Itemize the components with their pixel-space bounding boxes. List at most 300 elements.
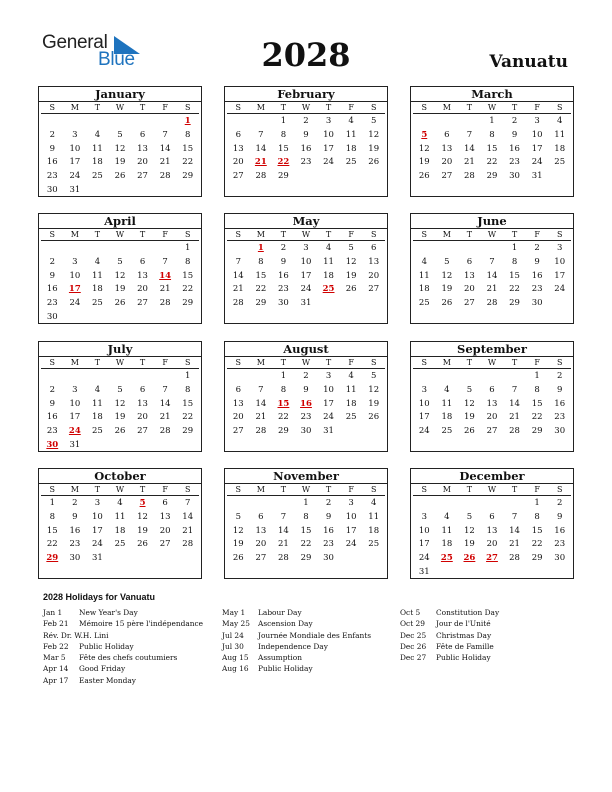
weekday-header: T <box>503 484 526 496</box>
day-cell: 19 <box>137 525 148 536</box>
day-cell: 13 <box>486 398 498 409</box>
day-cell: 12 <box>114 143 126 154</box>
day-cell <box>458 566 481 580</box>
day-cell: 20 <box>464 284 475 295</box>
day-cell: 20 <box>486 539 498 550</box>
holiday-day-cell: 25 <box>440 553 453 564</box>
day-cell: 15 <box>300 525 312 536</box>
day-cell: 31 <box>69 439 81 450</box>
weekday-header: S <box>227 102 250 114</box>
day-cell: 22 <box>182 412 194 423</box>
day-cell: 2 <box>303 116 309 126</box>
day-cell <box>458 115 481 129</box>
day-cell: 22 <box>300 539 312 550</box>
weekday-header: T <box>131 357 154 369</box>
day-cell <box>250 370 273 384</box>
day-cell <box>109 370 132 384</box>
day-cell: 31 <box>418 566 430 577</box>
day-cell: 20 <box>255 539 267 550</box>
weekday-header: S <box>548 357 571 369</box>
day-cell: 26 <box>345 284 357 295</box>
weekday-header: W <box>295 484 318 496</box>
day-cell <box>436 115 459 129</box>
day-cell: 13 <box>232 143 244 154</box>
day-cell: 27 <box>368 284 380 295</box>
day-cell <box>131 242 154 256</box>
day-cell: 17 <box>300 270 312 281</box>
day-cell: 9 <box>49 398 55 409</box>
day-cell: 17 <box>323 143 334 154</box>
weekday-header: S <box>362 229 385 241</box>
day-cell: 8 <box>489 129 495 140</box>
day-cell: 25 <box>92 426 103 437</box>
holiday-date: Jul 24 <box>222 630 244 640</box>
weekday-header: S <box>176 484 199 496</box>
day-cell: 11 <box>92 270 103 281</box>
holiday-day-cell: 27 <box>486 553 498 564</box>
day-cell: 27 <box>255 553 267 564</box>
weekday-header: M <box>64 102 87 114</box>
weekday-header: S <box>176 357 199 369</box>
month-title: May <box>225 214 387 229</box>
holiday-day-cell: 15 <box>277 398 290 409</box>
holiday-day-cell: 22 <box>277 157 290 168</box>
day-cell <box>362 552 385 566</box>
day-cell: 27 <box>441 171 453 182</box>
holiday-name: Fête de Famille <box>436 641 494 651</box>
day-cell <box>109 242 132 256</box>
day-cell: 2 <box>511 116 518 126</box>
day-cell <box>458 242 481 256</box>
day-cell: 11 <box>554 129 566 140</box>
month-title: August <box>225 342 387 357</box>
weekday-header: M <box>250 229 273 241</box>
holiday-day-cell: 17 <box>68 284 81 295</box>
holiday-day-cell: 16 <box>300 398 312 409</box>
day-grid <box>411 229 573 311</box>
day-cell: 6 <box>444 129 450 140</box>
day-cell <box>340 297 363 311</box>
day-cell <box>481 497 504 511</box>
day-cell: 17 <box>92 525 103 536</box>
day-cell: 10 <box>69 270 81 281</box>
day-cell: 16 <box>300 143 312 154</box>
day-cell: 4 <box>444 384 450 395</box>
day-cell: 4 <box>117 498 123 508</box>
holiday-day-cell: 5 <box>421 129 428 140</box>
day-cell: 16 <box>46 412 58 423</box>
day-cell: 1 <box>534 498 540 508</box>
weekday-header: W <box>481 102 504 114</box>
month-september <box>410 341 574 452</box>
day-cell: 7 <box>466 129 473 140</box>
day-cell: 29 <box>531 553 543 564</box>
holiday-column <box>43 607 203 686</box>
day-cell: 12 <box>464 525 475 536</box>
day-cell: 28 <box>278 553 289 564</box>
day-cell: 12 <box>464 398 475 409</box>
holiday-date: Mar 5 <box>43 653 66 663</box>
day-cell: 26 <box>114 298 126 309</box>
day-cell: 28 <box>255 426 267 437</box>
day-cell: 20 <box>137 412 148 423</box>
day-cell: 11 <box>441 398 453 409</box>
day-cell: 19 <box>114 157 126 168</box>
day-cell: 20 <box>368 270 380 281</box>
weekday-header: T <box>272 229 295 241</box>
holiday-name: Public Holiday <box>79 641 134 651</box>
day-cell: 2 <box>49 384 55 395</box>
holiday-entry <box>222 618 371 629</box>
holiday-date: Jul 30 <box>222 641 244 651</box>
weekday-header: W <box>295 229 318 241</box>
day-cell: 30 <box>300 426 312 437</box>
day-cell: 3 <box>325 116 332 126</box>
day-cell: 3 <box>556 243 563 253</box>
day-cell: 9 <box>280 256 287 267</box>
day-cell: 27 <box>159 539 171 550</box>
weekday-header: S <box>41 484 64 496</box>
day-grid <box>39 102 201 198</box>
day-cell: 23 <box>278 284 289 295</box>
day-cell: 4 <box>325 243 332 253</box>
day-cell: 11 <box>345 129 357 140</box>
day-cell <box>413 242 436 256</box>
day-cell: 19 <box>464 539 475 550</box>
day-cell: 3 <box>421 384 427 395</box>
day-cell: 26 <box>114 426 126 437</box>
day-cell: 14 <box>182 511 194 522</box>
weekday-header: S <box>362 484 385 496</box>
day-cell: 28 <box>255 171 267 182</box>
day-cell: 14 <box>159 398 171 409</box>
weekday-header: W <box>109 484 132 496</box>
weekday-header: M <box>436 357 459 369</box>
day-cell: 13 <box>255 525 267 536</box>
day-cell <box>154 311 177 325</box>
holiday-day-cell: 25 <box>322 284 335 295</box>
day-cell <box>272 497 295 511</box>
holiday-name: New Year's Day <box>79 608 138 617</box>
day-cell: 26 <box>368 157 380 168</box>
month-january <box>38 86 202 197</box>
day-cell: 11 <box>323 256 334 267</box>
day-cell: 24 <box>345 539 357 550</box>
day-cell: 17 <box>323 398 334 409</box>
day-cell: 6 <box>139 384 146 395</box>
day-cell: 7 <box>184 498 191 508</box>
day-cell <box>250 115 273 129</box>
holiday-date: Apr 17 <box>43 675 69 685</box>
weekday-header: M <box>64 484 87 496</box>
day-cell: 7 <box>511 384 518 395</box>
month-may <box>224 213 388 324</box>
holiday-entry <box>43 618 203 629</box>
holiday-entry <box>222 663 371 674</box>
day-cell <box>41 370 64 384</box>
day-cell: 22 <box>46 539 58 550</box>
weekday-header: M <box>436 484 459 496</box>
day-cell <box>340 552 363 566</box>
holiday-date: Aug 15 <box>222 653 249 663</box>
day-cell <box>154 115 177 129</box>
day-cell: 22 <box>486 157 498 168</box>
day-cell: 3 <box>348 498 354 508</box>
day-cell: 12 <box>232 525 244 536</box>
day-cell <box>436 242 459 256</box>
day-cell <box>154 184 177 198</box>
day-cell: 5 <box>466 511 473 522</box>
day-cell: 9 <box>303 384 309 395</box>
country-title: Vanuatu <box>489 52 568 72</box>
day-cell <box>64 311 87 325</box>
day-cell: 2 <box>556 371 563 381</box>
weekday-header: S <box>548 102 571 114</box>
day-cell <box>86 242 109 256</box>
day-cell: 12 <box>418 143 430 154</box>
day-cell: 12 <box>345 256 357 267</box>
holiday-date: Dec 25 <box>400 630 427 640</box>
day-cell <box>176 439 199 453</box>
day-cell: 16 <box>46 284 58 295</box>
day-cell: 18 <box>92 412 103 423</box>
day-cell: 5 <box>117 129 123 140</box>
weekday-header: T <box>86 484 109 496</box>
weekday-header: S <box>413 357 436 369</box>
weekday-header: W <box>481 357 504 369</box>
day-cell: 11 <box>368 511 380 522</box>
day-cell: 20 <box>232 412 244 423</box>
day-cell: 23 <box>300 412 312 423</box>
day-cell: 28 <box>509 553 520 564</box>
day-cell: 12 <box>441 270 453 281</box>
day-cell: 11 <box>92 143 103 154</box>
day-cell: 7 <box>162 384 168 395</box>
day-cell: 29 <box>182 426 194 437</box>
day-cell: 8 <box>303 511 309 522</box>
day-cell: 1 <box>534 371 540 381</box>
weekday-header: S <box>413 102 436 114</box>
day-cell: 1 <box>280 371 287 381</box>
day-cell: 28 <box>159 171 171 182</box>
day-cell: 2 <box>72 498 78 508</box>
holiday-name: Labour Day <box>258 608 302 617</box>
weekday-header: T <box>503 102 526 114</box>
day-cell: 14 <box>278 525 289 536</box>
day-cell: 10 <box>69 143 81 154</box>
day-cell: 29 <box>182 171 194 182</box>
holiday-entry <box>222 630 371 641</box>
weekday-header: S <box>41 229 64 241</box>
day-cell: 6 <box>258 511 264 522</box>
holiday-entry <box>222 641 371 652</box>
day-cell: 29 <box>509 298 520 309</box>
day-cell: 12 <box>114 398 126 409</box>
day-cell: 7 <box>489 256 495 267</box>
day-cell: 24 <box>92 539 103 550</box>
day-cell <box>41 242 64 256</box>
day-cell: 18 <box>323 270 334 281</box>
day-cell: 11 <box>114 511 126 522</box>
day-cell: 21 <box>509 412 520 423</box>
day-cell: 5 <box>466 384 473 395</box>
day-cell: 30 <box>323 553 334 564</box>
day-cell: 27 <box>137 298 148 309</box>
day-cell: 3 <box>72 384 78 395</box>
day-cell <box>413 115 436 129</box>
weekday-header: F <box>340 229 363 241</box>
day-cell: 25 <box>345 157 357 168</box>
day-cell: 26 <box>418 171 430 182</box>
day-cell: 10 <box>323 384 334 395</box>
day-cell <box>317 170 340 184</box>
day-cell: 23 <box>323 539 334 550</box>
holiday-name: Mémoire 15 père l'indépendance <box>79 619 204 629</box>
day-cell: 24 <box>69 298 81 309</box>
weekday-header: T <box>458 484 481 496</box>
holiday-day-cell: 29 <box>46 553 59 564</box>
holiday-entry <box>400 630 499 641</box>
day-cell: 15 <box>182 398 194 409</box>
day-cell: 30 <box>554 426 566 437</box>
holiday-entry <box>43 641 203 652</box>
day-cell: 6 <box>489 384 495 395</box>
day-cell: 29 <box>255 298 267 309</box>
weekday-header: S <box>176 229 199 241</box>
holiday-date: Feb 22 <box>43 641 69 651</box>
weekday-header: T <box>317 229 340 241</box>
day-cell: 10 <box>69 398 81 409</box>
day-cell: 25 <box>114 539 126 550</box>
holiday-name: Easter Monday <box>79 675 136 685</box>
day-cell <box>154 552 177 566</box>
holiday-column <box>222 607 371 675</box>
day-cell: 15 <box>531 525 543 536</box>
day-cell: 4 <box>444 511 450 522</box>
day-cell: 8 <box>280 129 287 140</box>
day-cell: 20 <box>486 412 498 423</box>
day-cell: 7 <box>258 129 264 140</box>
day-cell <box>481 566 504 580</box>
weekday-header: F <box>340 484 363 496</box>
day-cell: 10 <box>300 256 312 267</box>
day-cell: 2 <box>534 243 540 253</box>
weekday-header: T <box>272 357 295 369</box>
day-cell: 17 <box>531 143 543 154</box>
day-grid <box>411 357 573 439</box>
day-cell: 15 <box>509 270 520 281</box>
weekday-header: T <box>86 229 109 241</box>
day-cell <box>64 370 87 384</box>
day-cell: 14 <box>255 398 267 409</box>
month-title: September <box>411 342 573 357</box>
day-cell: 6 <box>235 384 241 395</box>
day-cell <box>481 370 504 384</box>
day-cell: 6 <box>466 256 473 267</box>
day-grid <box>39 357 201 453</box>
day-cell <box>86 439 109 453</box>
holiday-entry <box>400 641 499 652</box>
day-cell <box>86 311 109 325</box>
holiday-entry <box>222 652 371 663</box>
weekday-header: S <box>548 229 571 241</box>
day-cell: 13 <box>232 398 244 409</box>
weekday-header: W <box>109 229 132 241</box>
day-cell: 21 <box>232 284 244 295</box>
day-cell: 21 <box>486 284 498 295</box>
day-cell: 27 <box>137 171 148 182</box>
day-cell: 21 <box>509 539 520 550</box>
day-cell: 4 <box>348 116 354 126</box>
day-cell: 18 <box>368 525 380 536</box>
day-cell: 24 <box>69 171 81 182</box>
holiday-date: May 25 <box>222 619 250 629</box>
day-cell: 26 <box>232 553 244 564</box>
weekday-header: F <box>154 229 177 241</box>
day-grid <box>39 484 201 566</box>
day-cell: 21 <box>255 412 267 423</box>
day-cell: 9 <box>325 511 332 522</box>
day-cell: 12 <box>137 511 148 522</box>
day-cell: 5 <box>348 243 354 253</box>
day-cell: 30 <box>509 171 520 182</box>
day-cell: 26 <box>137 539 148 550</box>
day-cell: 17 <box>418 412 430 423</box>
day-cell: 10 <box>418 398 430 409</box>
weekday-header: T <box>458 229 481 241</box>
day-cell: 17 <box>418 539 430 550</box>
day-cell: 4 <box>556 116 563 126</box>
day-cell: 8 <box>49 511 55 522</box>
day-cell: 24 <box>554 284 566 295</box>
day-cell: 12 <box>368 129 380 140</box>
day-cell: 10 <box>345 511 357 522</box>
holiday-name: Public Holiday <box>258 664 313 674</box>
day-cell: 12 <box>114 270 126 281</box>
month-title: January <box>39 87 201 102</box>
day-cell: 31 <box>92 553 103 564</box>
day-cell: 8 <box>184 384 191 395</box>
day-cell: 6 <box>489 511 495 522</box>
day-cell: 18 <box>554 143 566 154</box>
day-cell: 18 <box>441 412 453 423</box>
day-cell: 21 <box>159 412 171 423</box>
day-cell: 28 <box>159 298 171 309</box>
day-cell: 1 <box>184 371 191 381</box>
day-cell: 4 <box>94 384 101 395</box>
day-cell <box>436 566 459 580</box>
day-cell: 10 <box>531 129 543 140</box>
day-cell: 27 <box>232 426 244 437</box>
day-cell <box>227 370 250 384</box>
month-april <box>38 213 202 324</box>
day-cell: 4 <box>421 256 427 267</box>
day-cell: 17 <box>69 412 81 423</box>
day-cell: 26 <box>441 298 453 309</box>
day-cell: 2 <box>49 129 55 140</box>
day-cell: 1 <box>303 498 309 508</box>
day-cell: 27 <box>486 426 498 437</box>
day-cell: 4 <box>370 498 377 508</box>
holiday-name: Assumption <box>258 653 302 663</box>
day-cell: 16 <box>278 270 289 281</box>
day-cell: 13 <box>137 398 148 409</box>
day-cell: 13 <box>137 270 148 281</box>
day-cell: 18 <box>345 398 357 409</box>
logo-text-blue: Blue <box>98 49 135 70</box>
day-cell <box>131 552 154 566</box>
day-cell: 30 <box>69 553 81 564</box>
